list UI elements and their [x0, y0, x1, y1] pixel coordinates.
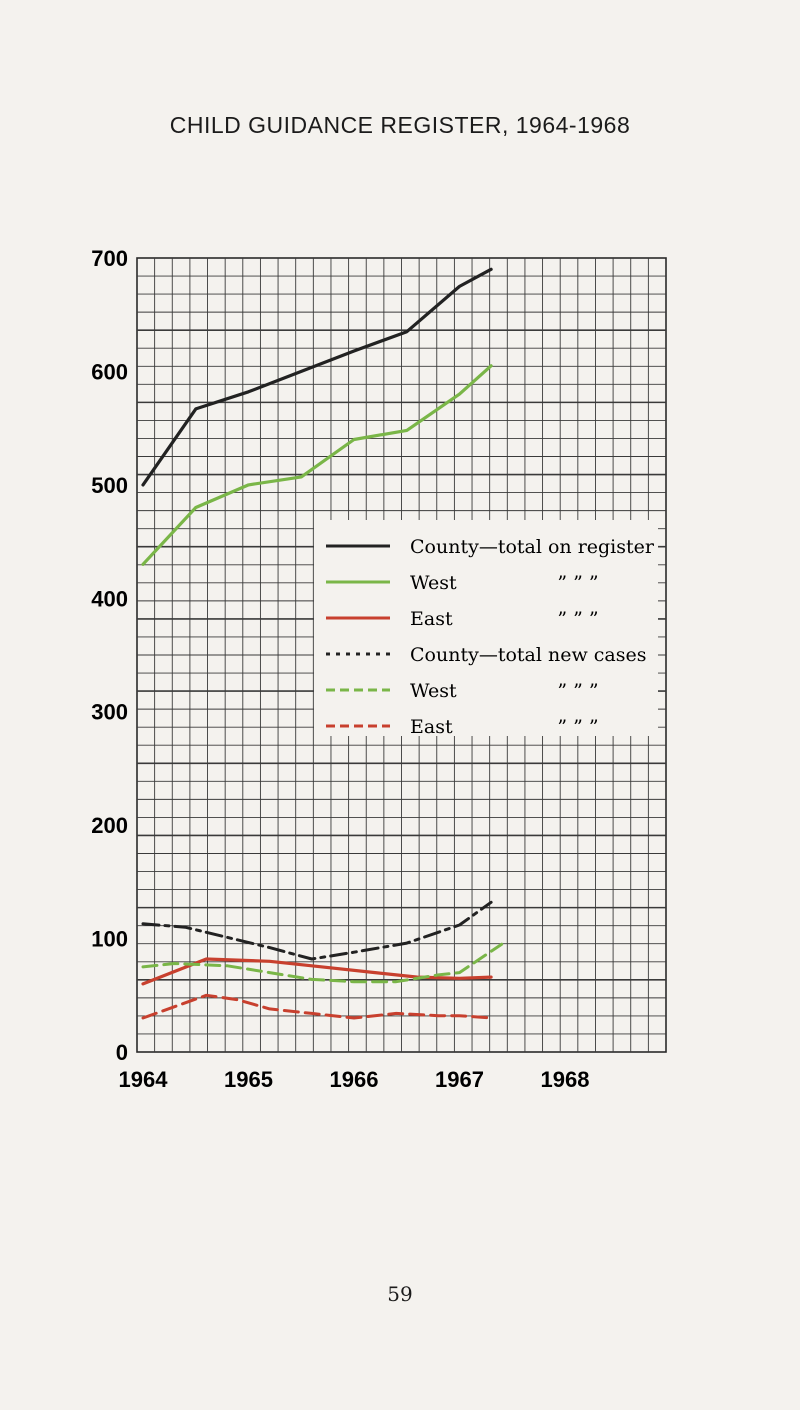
x-axis-ticks: [119, 1067, 590, 1092]
x-tick-label: 1966: [329, 1067, 379, 1092]
legend-label-1: West: [410, 572, 457, 594]
chart-legend: [314, 520, 658, 738]
series-line-5: [143, 995, 491, 1018]
legend-ditto-4: ” ” ”: [557, 680, 599, 702]
x-tick-label: 1967: [435, 1067, 484, 1092]
y-tick-label: 200: [91, 813, 128, 839]
legend-ditto-5: ” ” ”: [557, 716, 599, 738]
page-number: 59: [387, 1282, 413, 1306]
x-tick-label: 1964: [118, 1067, 168, 1092]
legend-label-4: West: [410, 680, 457, 702]
y-tick-label: 0: [115, 1040, 128, 1065]
legend-label-5: East: [410, 716, 453, 738]
legend-ditto-2: ” ” ”: [557, 608, 599, 630]
legend-ditto-1: ” ” ”: [557, 572, 599, 594]
y-tick-label: 500: [91, 472, 128, 498]
x-tick-label: 1968: [540, 1067, 590, 1092]
legend-label-2: East: [410, 608, 453, 630]
y-tick-label: 300: [91, 699, 128, 725]
y-tick-label: 400: [91, 586, 128, 612]
y-axis-ticks: [91, 246, 128, 1065]
page-title: CHILD GUIDANCE REGISTER, 1964-1968: [169, 112, 631, 138]
y-tick-label: 700: [91, 246, 128, 271]
x-tick-label: 1965: [224, 1067, 273, 1092]
y-tick-label: 600: [91, 359, 128, 385]
legend-label-3: County—total new cases: [410, 644, 647, 666]
y-tick-label: 100: [91, 926, 128, 952]
legend-label-0: County—total on register: [410, 536, 654, 558]
series-line-3: [143, 902, 491, 959]
series-line-0: [143, 269, 491, 485]
